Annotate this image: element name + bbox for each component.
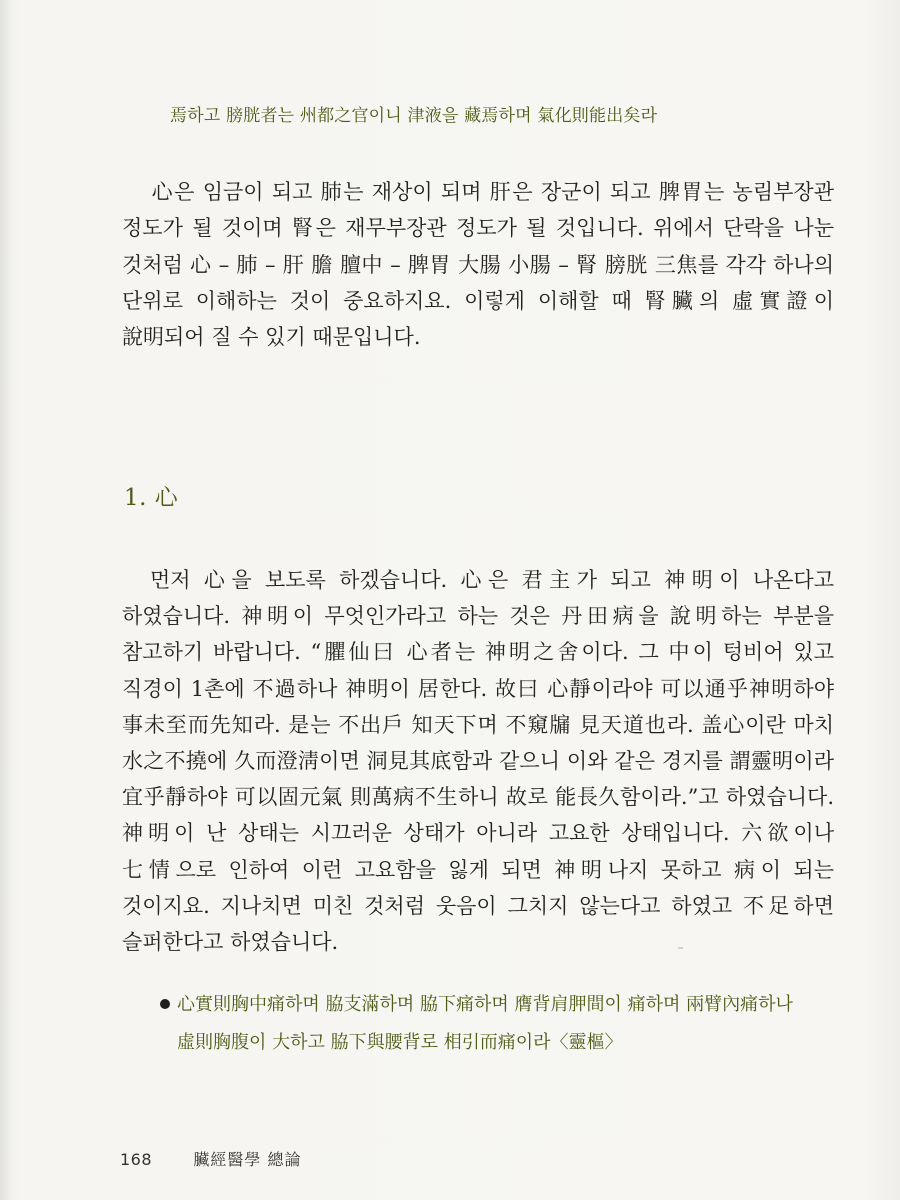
page-footer	[120, 1148, 540, 1172]
page-number: 168	[120, 1150, 153, 1169]
intro-paragraph	[122, 174, 834, 355]
bullet-note-text: 心實則胸中痛하며 脇支滿하며 脇下痛하며 膺背肩胛間이 痛하며 兩臂內痛하나 虛則胸腹이 大하고 脇下與腰背로 相引而痛이라〈靈樞〉	[177, 994, 793, 1053]
bullet-dot-icon	[160, 999, 170, 1009]
intro-paragraph-text: 心은 임금이 되고 肺는 재상이 되며 肝은 장군이 되고 脾胃는 농림부장관 정도가 될 것이며 腎은 재무부장관 정도가 될 것입니다. 위에서 단락을 나눈 것처럼 心 – 肺 – 肝 膽 膻中 – 脾胃 大腸 小腸 – 腎 膀胱 三焦를 각각 하나의 단위로 이해하는 것이 중요하지요. 이렇게 이해할 때 腎臟의 虛實證이 說明되어 질 수 있기 때문입니다.	[122, 180, 834, 350]
running-book-title: 臟經醫學 總論	[193, 1150, 302, 1169]
print-speck	[678, 947, 683, 949]
main-paragraph	[122, 562, 834, 960]
page-spine-shadow	[0, 0, 12, 1200]
section-heading: 1. 心	[124, 485, 179, 511]
bullet-note	[160, 986, 837, 1062]
main-paragraph-text: 먼저 心을 보도록 하겠습니다. 心은 君主가 되고 神明이 나온다고 하였습니다. 神明이 무엇인가라고 하는 것은 丹田病을 說明하는 부분을 참고하기 바랍니다. “臞仙曰 心者는 神明之舍이다. 그 中이 텅비어 있고 직경이 1촌에 不過하나 神明이 居한다. 故曰 心靜이라야 可以通乎神明하야 事未至而先知라. 是는 不出戶 知天下며 不窺牖 見天道也라. 盖心이란 마치 水之不撓에 久而澄淸이면 洞見其底함과 같으니 이와 같은 경지를 謂靈明이라 宜乎靜하야 可以固元氣 則萬病不生하니 故로 能長久함이라.”고 하였습니다. 神明이 난 상태는 시끄러운 상태가 아니라 고요한 상태입니다. 六欲이나 七情으로 인하여 이런 고요함을 잃게 되면 神明나지 못하고 病이 되는 것이지요. 지나치면 미친 것처럼 웃음이 그치지 않는다고 하였고 不足하면 슬퍼한다고 하였습니다.	[122, 568, 834, 955]
quoted-classical-text: 焉하고 膀胱者는 州都之官이니 津液을 藏焉하며 氣化則能出矣라	[170, 106, 658, 126]
